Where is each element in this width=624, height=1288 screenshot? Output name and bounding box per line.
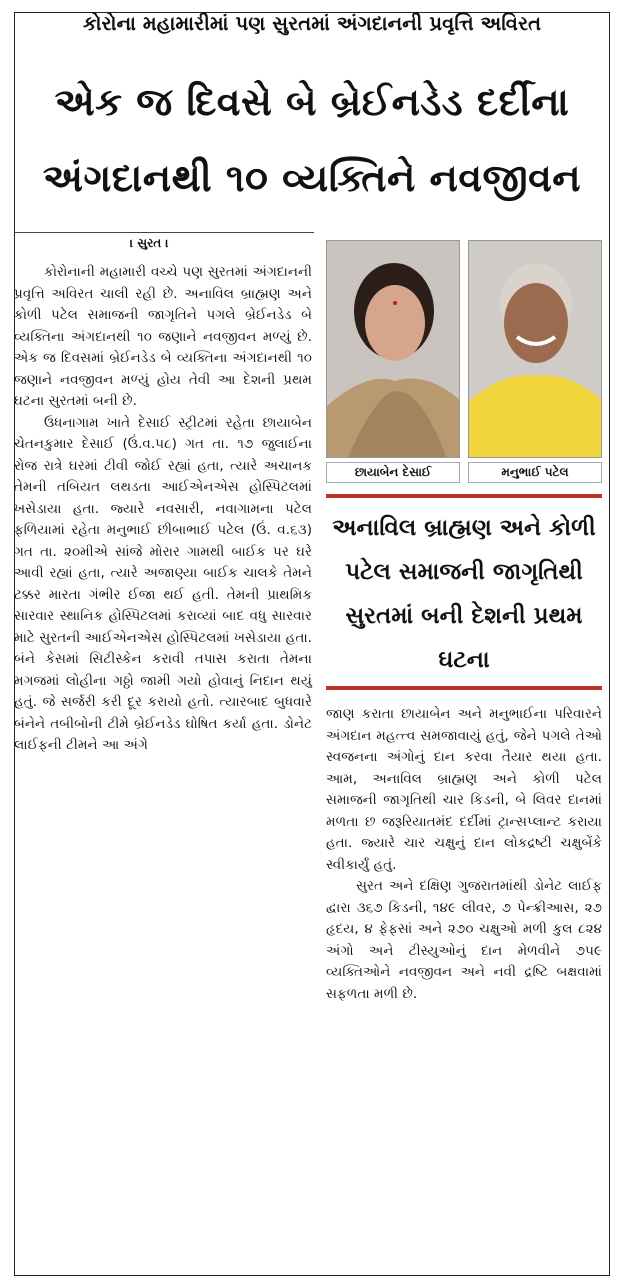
paragraph: જાણ કરાતા છાયાબેન અને મનુભાઈના પરિવારને અંગદાન મહત્ત્વ સમજાવાયું હતું, જેને પગલે તેઓ સ્વજનના અંગોનું દાન કરવા તૈયાર થયા હતા. આમ, અનાવિલ બ્રાહ્મણ અને કોળી પટેલ સમાજની જાગૃતિથી ચાર કિડની, બે લિવર દાનમાં મળતા છ જરૂરિયાતમંદ દર્દીમાં ટ્રાન્સપ્લાન્ટ કરાયા હતા. જ્યારે ચાર ચક્ષુનું દાન લોકદ્રષ્ટી ચક્ષુબેંકે સ્વીકાર્યું હતું. [326,706,602,873]
kicker-headline: કોરોના મહામારીમાં પણ સુરતમાં અંગદાનની પ્રવૃત્તિ અવિરત [82,12,542,35]
pullquote-top-rule [326,494,602,498]
paragraph: સુરત અને દક્ષિણ ગુજરાતમાંથી ડોનેટ લાઈફ દ્વારા ૩૬૭ કિડની, ૧૪૯ લીવર, ૭ પેન્ક્રીઆસ, ૨૭ હૃદય, ૪ ફેફસાં અને ૨૭૦ ચક્ષુઓ મળી કુલ ૮૨૪ અંગો અને ટીસ્યુઓનું દાન મેળવીને ૭૫૯ વ્યક્તિઓને નવજીવન અને નવી દ્રષ્ટિ બક્ષવામાં સફળતા મળી છે. [326,878,602,1002]
photo-caption: મનુભાઈ પટેલ [468,462,602,483]
photo-chhayaben [326,240,460,458]
dateline-divider [14,232,314,233]
photo-caption: છાયાબેન દેસાઈ [326,462,460,483]
pullquote-bottom-rule [326,686,602,690]
main-headline-line-2: અંગદાનથી ૧૦ વ્યક્તિને નવજીવન [42,156,582,200]
right-column [326,704,602,1005]
pullquote: અનાવિલ બ્રાહ્મણ અને કોળી પટેલ સમાજની જાગૃતિથી સુરતમાં બની દેશની પ્રથમ ઘટના [332,515,596,673]
dateline: । સુરત । [130,236,169,250]
left-column [14,262,312,757]
paragraph: ઉધનાગામ ખાતે દેસાઈ સ્ટ્રીટમાં રહેતા છાયાબેન ચેતનકુમાર દેસાઈ (ઉં.વ.૫૮) ગત તા. ૧૭ જુલાઈના રોજ રાત્રે ઘરમાં ટીવી જોઈ રહ્યાં હતા, ત્યારે અચાનક તેમની તબિયત લથડતા આઈએનએસ હોસ્પિટલમાં ખસેડાયા હતા. જ્યારે નવસારી, નવાગામના પટેલ ફળિયામાં રહેતા મનુભાઈ છીબાભાઈ પટેલ (ઉં. વ.૬૩) ગત તા. ૨૦મીએ સાંજે મોરાર ગામથી બાઈક પર ઘરે આવી રહ્યાં હતા, ત્યારે અજાણ્યા બાઈક ચાલકે તેમને ટક્કર મારતા ગંભીર ઈજા થઈ હતી. તેમની પ્રાથમિક સારવાર સ્થાનિક હોસ્પિટલમાં કરાવ્યાં બાદ વધુ સારવાર માટે સુરતની આઈએનએસ હોસ્પિટલમાં ખસેડાયા હતા. બંને કેસમાં સિટીસ્કેન કરાવી તપાસ કરાતા તેમના મગજમાં લોહીના ગઠ્ઠો જામી ગયો હોવાનું નિદાન થયું હતું. જે સર્જરી કરી દૂર કરાયો હતો. ત્યારબાદ બુધવારે બંનેને તબીબોની ટીમે બ્રેઈનડેડ ઘોષિત કર્યા હતા. ડોનેટ લાઈફની ટીમને આ અંગે [14,414,312,753]
main-headline-line-1: એક જ દિવસે બે બ્રેઈનડેડ દર્દીના [54,80,570,124]
photo-manubhai [468,240,602,458]
paragraph: કોરોનાની મહામારી વચ્ચે પણ સુરતમાં અંગદાનની પ્રવૃત્તિ અવિરત ચાલી રહી છે. અનાવિલ બ્રાહ્મણ અને કોળી પટેલ સમાજની જાગૃતિને પગલે બ્રેઈનડેડ બે વ્યક્તિના અંગદાનથી ૧૦ જણાને નવજીવન મળ્યું છે. એક જ દિવસમાં બ્રેઈનડેડ બે વ્યક્તિના અંગદાનથી ૧૦ જણાને નવજીવન મળ્યું હોય તેવી આ દેશની પ્રથમ ઘટના સુરતમાં બની છે. [14,264,312,409]
